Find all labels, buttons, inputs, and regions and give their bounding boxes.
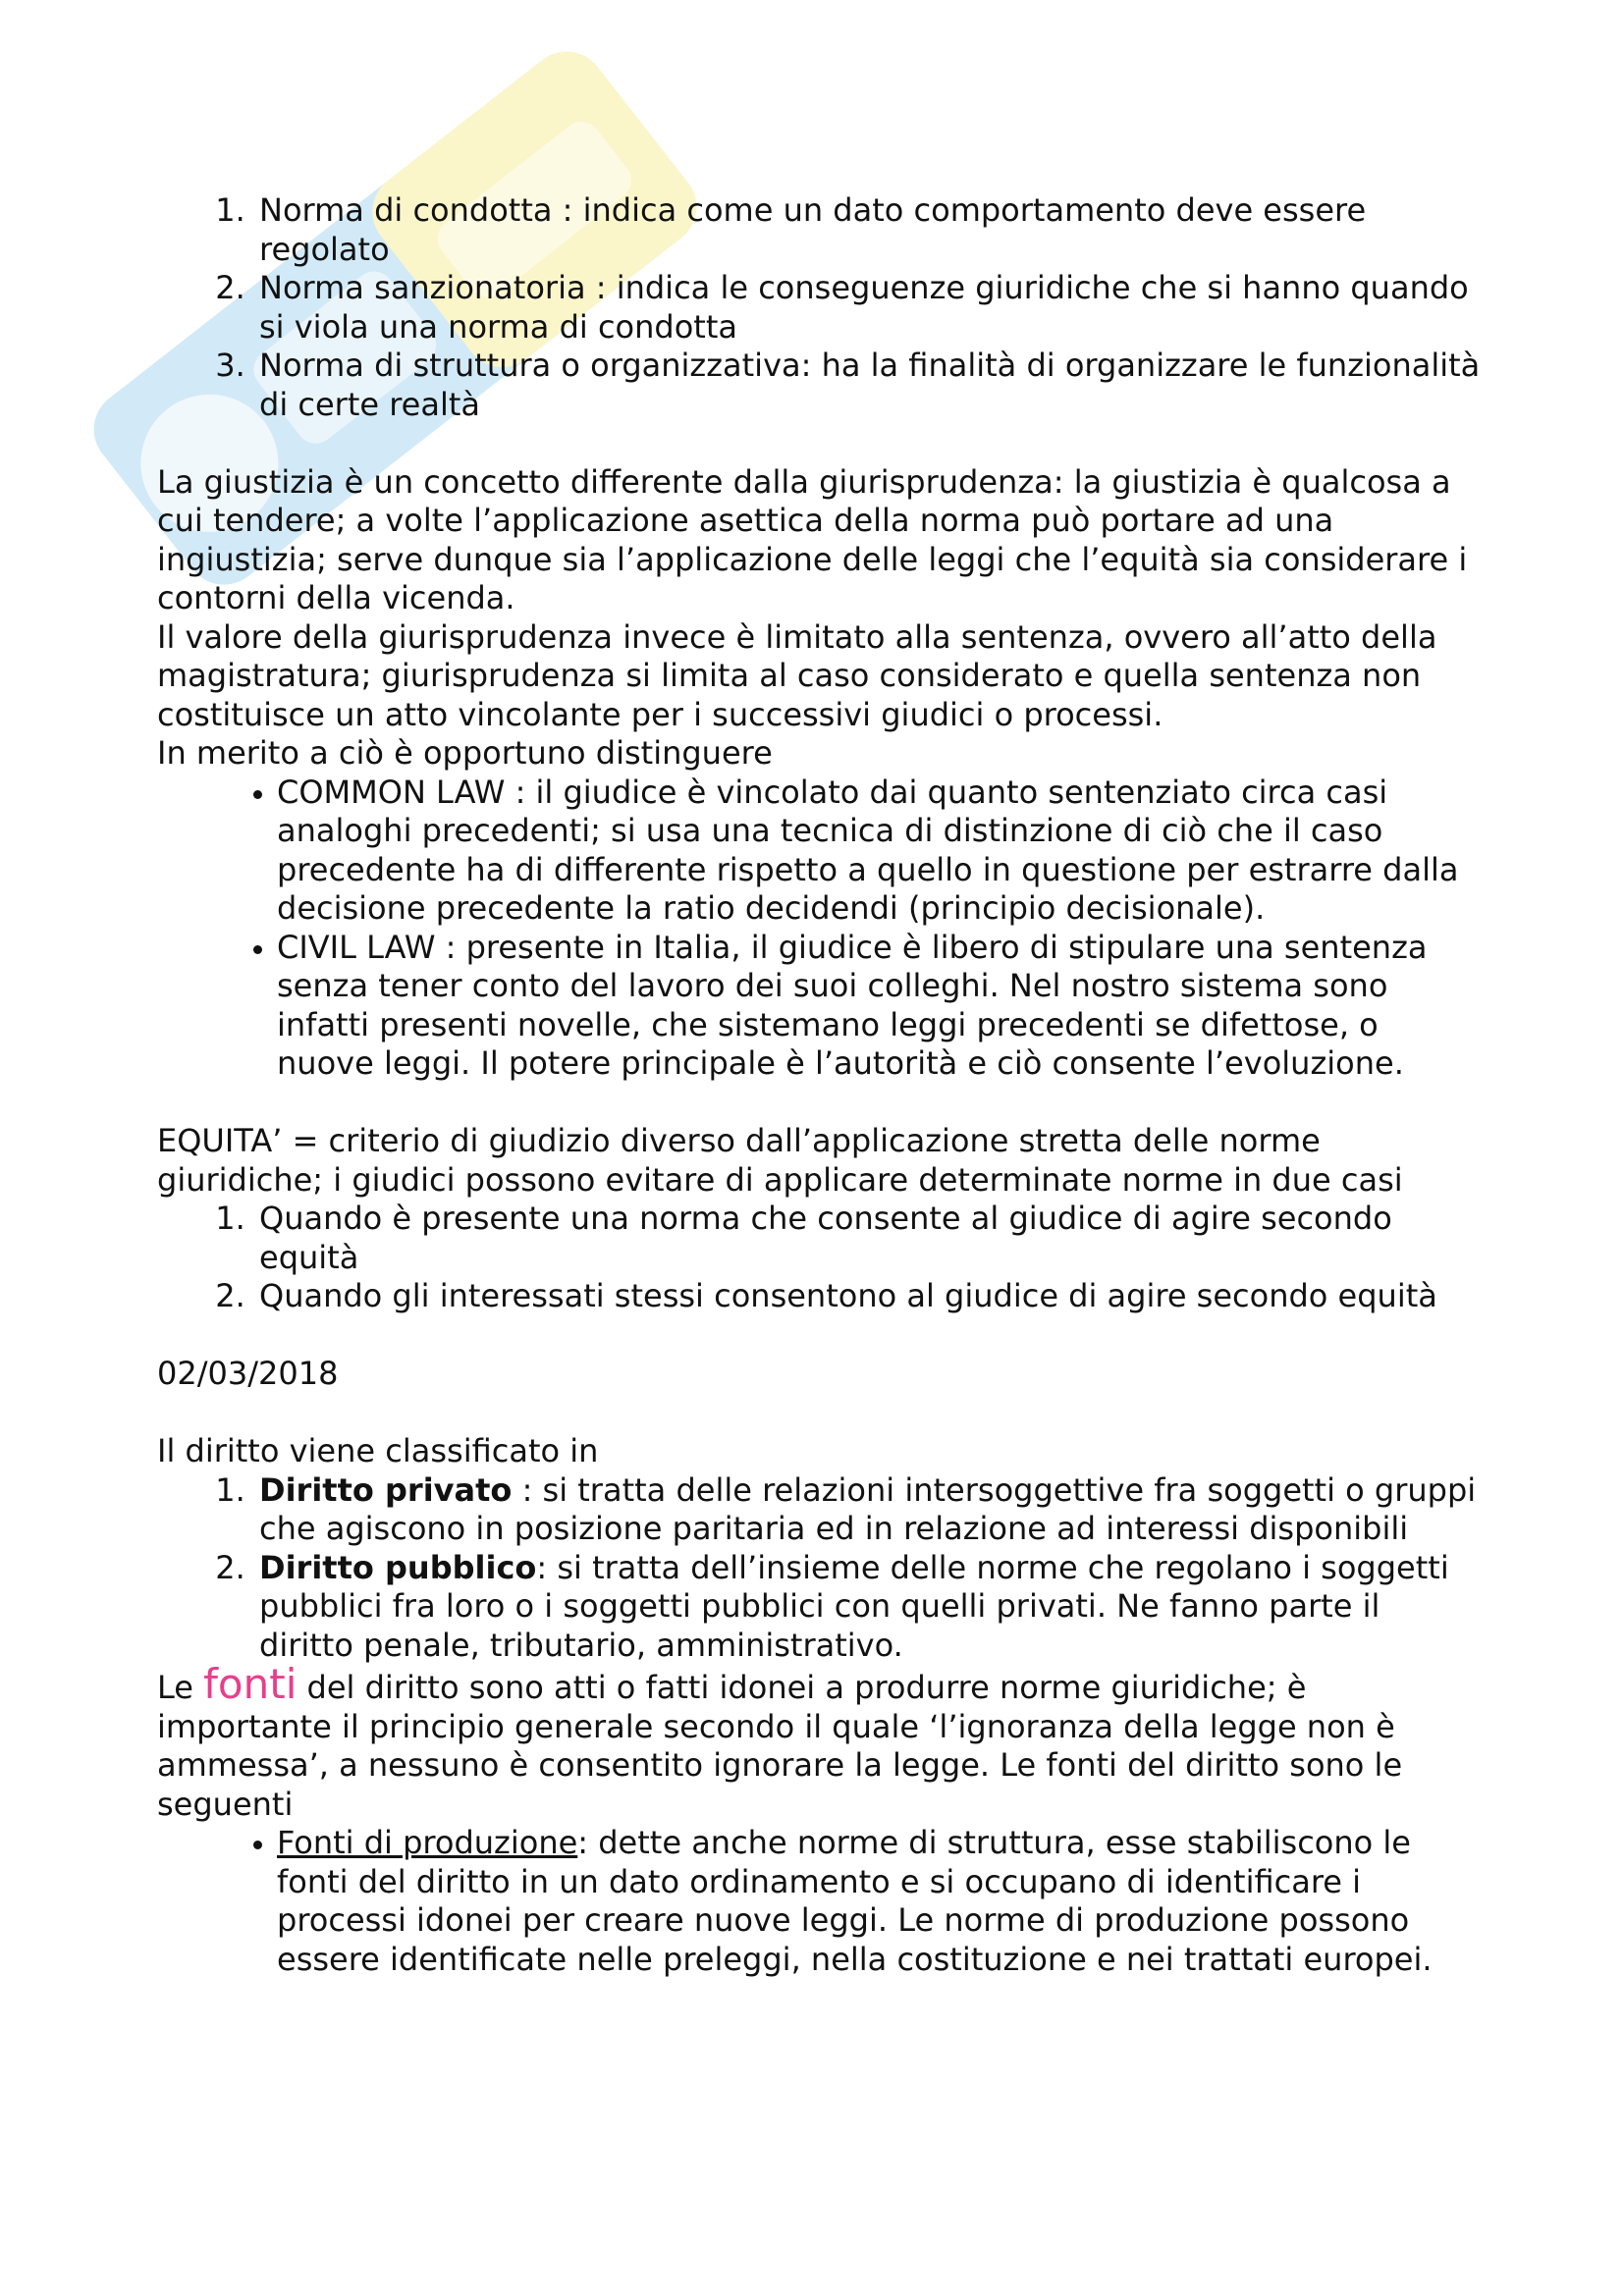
list-item <box>255 1549 1483 1666</box>
list-item <box>277 1824 1483 1979</box>
term-bold: Diritto pubblico <box>259 1548 537 1586</box>
paragraph-giustizia: La giustizia è un concetto differente dalla giurisprudenza: la giustizia è qualcosa a cui tendere; a volte l’applicazione asettica della norma può portare ad una ingiustizia; serve dunque sia l’applicazione delle leggi che l’equità sia considerare i contorni della vicenda. <box>157 462 1468 616</box>
list-item <box>255 1471 1483 1549</box>
term-description: : si tratta delle relazioni intersoggettive fra soggetti o gruppi che agiscono in posizione paritaria ed in relazione ad interessi disponibili <box>259 1470 1477 1547</box>
list-item: 1. Norma di condotta : indica come un dato comportamento deve essere regolato <box>255 191 1483 269</box>
paragraph-valore: Il valore della giurisprudenza invece è limitato alla sentenza, ovvero all’atto della magistratura; giurisprudenza si limita al caso considerato e quella sentenza non costituisce un atto vincolante per i successivi giudici o processi. <box>157 617 1437 733</box>
paragraph-equita: EQUITA’ = criterio di giudizio diverso dall’applicazione stretta delle norme giuridiche; i giudici possono evitare di applicare determinate norme in due casi <box>157 1122 1403 1199</box>
fonti-pre: Le <box>157 1669 204 1706</box>
date-heading: 02/03/2018 <box>157 1355 339 1392</box>
paragraph-diritto: Il diritto viene classificato in <box>157 1432 599 1469</box>
paragraph-fonti <box>157 1660 1483 1824</box>
fonti-highlight: fonti <box>203 1660 298 1708</box>
paragraph-merito: In merito a ciò è opportuno distinguere <box>157 734 773 772</box>
list-item: • CIVIL LAW : presente in Italia, il giudice è libero di stipulare una sentenza senza tener conto del lavoro dei suoi colleghi. Nel nostro sistema sono infatti presenti novelle, che sistemano leggi precedenti se difettose, o nuove leggi. Il potere principale è l’autorità e ciò consente l’evoluzione. <box>277 929 1483 1084</box>
term-description: : dette anche norme di struttura, esse stabiliscono le fonti del diritto in un dato ordinamento e si occupano di identificare i processi idonei per creare nuove leggi. Le norme di produzione possono essere identificate nelle preleggi, nella costituzione e nei trattati europei. <box>277 1824 1433 1978</box>
term-description: : si tratta dell’insieme delle norme che regolano i soggetti pubblici fra loro o i soggetti pubblici con quelli privati. Ne fanno parte il diritto penale, tributario, amministrativo. <box>259 1548 1449 1664</box>
law-systems-list <box>157 774 1483 1084</box>
fonti-post: del diritto sono atti o fatti idonei a produrre norme giuridiche; è importante il principio generale secondo il quale ‘l’ignoranza della legge non è ammessa’, a nessuno è consentito ignorare la legge. Le fonti del diritto sono le seguenti <box>157 1669 1403 1823</box>
list-item: 2. Quando gli interessati stessi consentono al giudice di agire secondo equità <box>255 1277 1483 1316</box>
diritto-list <box>157 1471 1483 1666</box>
term-bold: Diritto privato <box>259 1470 513 1509</box>
list-item: • COMMON LAW : il giudice è vincolato dai quanto sentenziato circa casi analoghi precedenti; si usa una tecnica di distinzione di ciò che il caso precedente ha di differente rispetto a quello in questione per estrarre dalla decisione precedente la ratio decidendi (principio decisionale). <box>277 774 1483 929</box>
list-item: 3. Norma di struttura o organizzativa: ha la finalità di organizzare le funzionalità di certe realtà <box>255 347 1483 424</box>
equita-list <box>157 1200 1483 1316</box>
fonti-list <box>157 1824 1483 1979</box>
term-underlined: Fonti di produzione <box>277 1824 578 1861</box>
document-page <box>157 191 1483 1979</box>
list-item: 1. Quando è presente una norma che consente al giudice di agire secondo equità <box>255 1200 1483 1277</box>
norme-list <box>157 191 1483 424</box>
list-item: 2. Norma sanzionatoria : indica le conseguenze giuridiche che si hanno quando si viola una norma di condotta <box>255 269 1483 347</box>
